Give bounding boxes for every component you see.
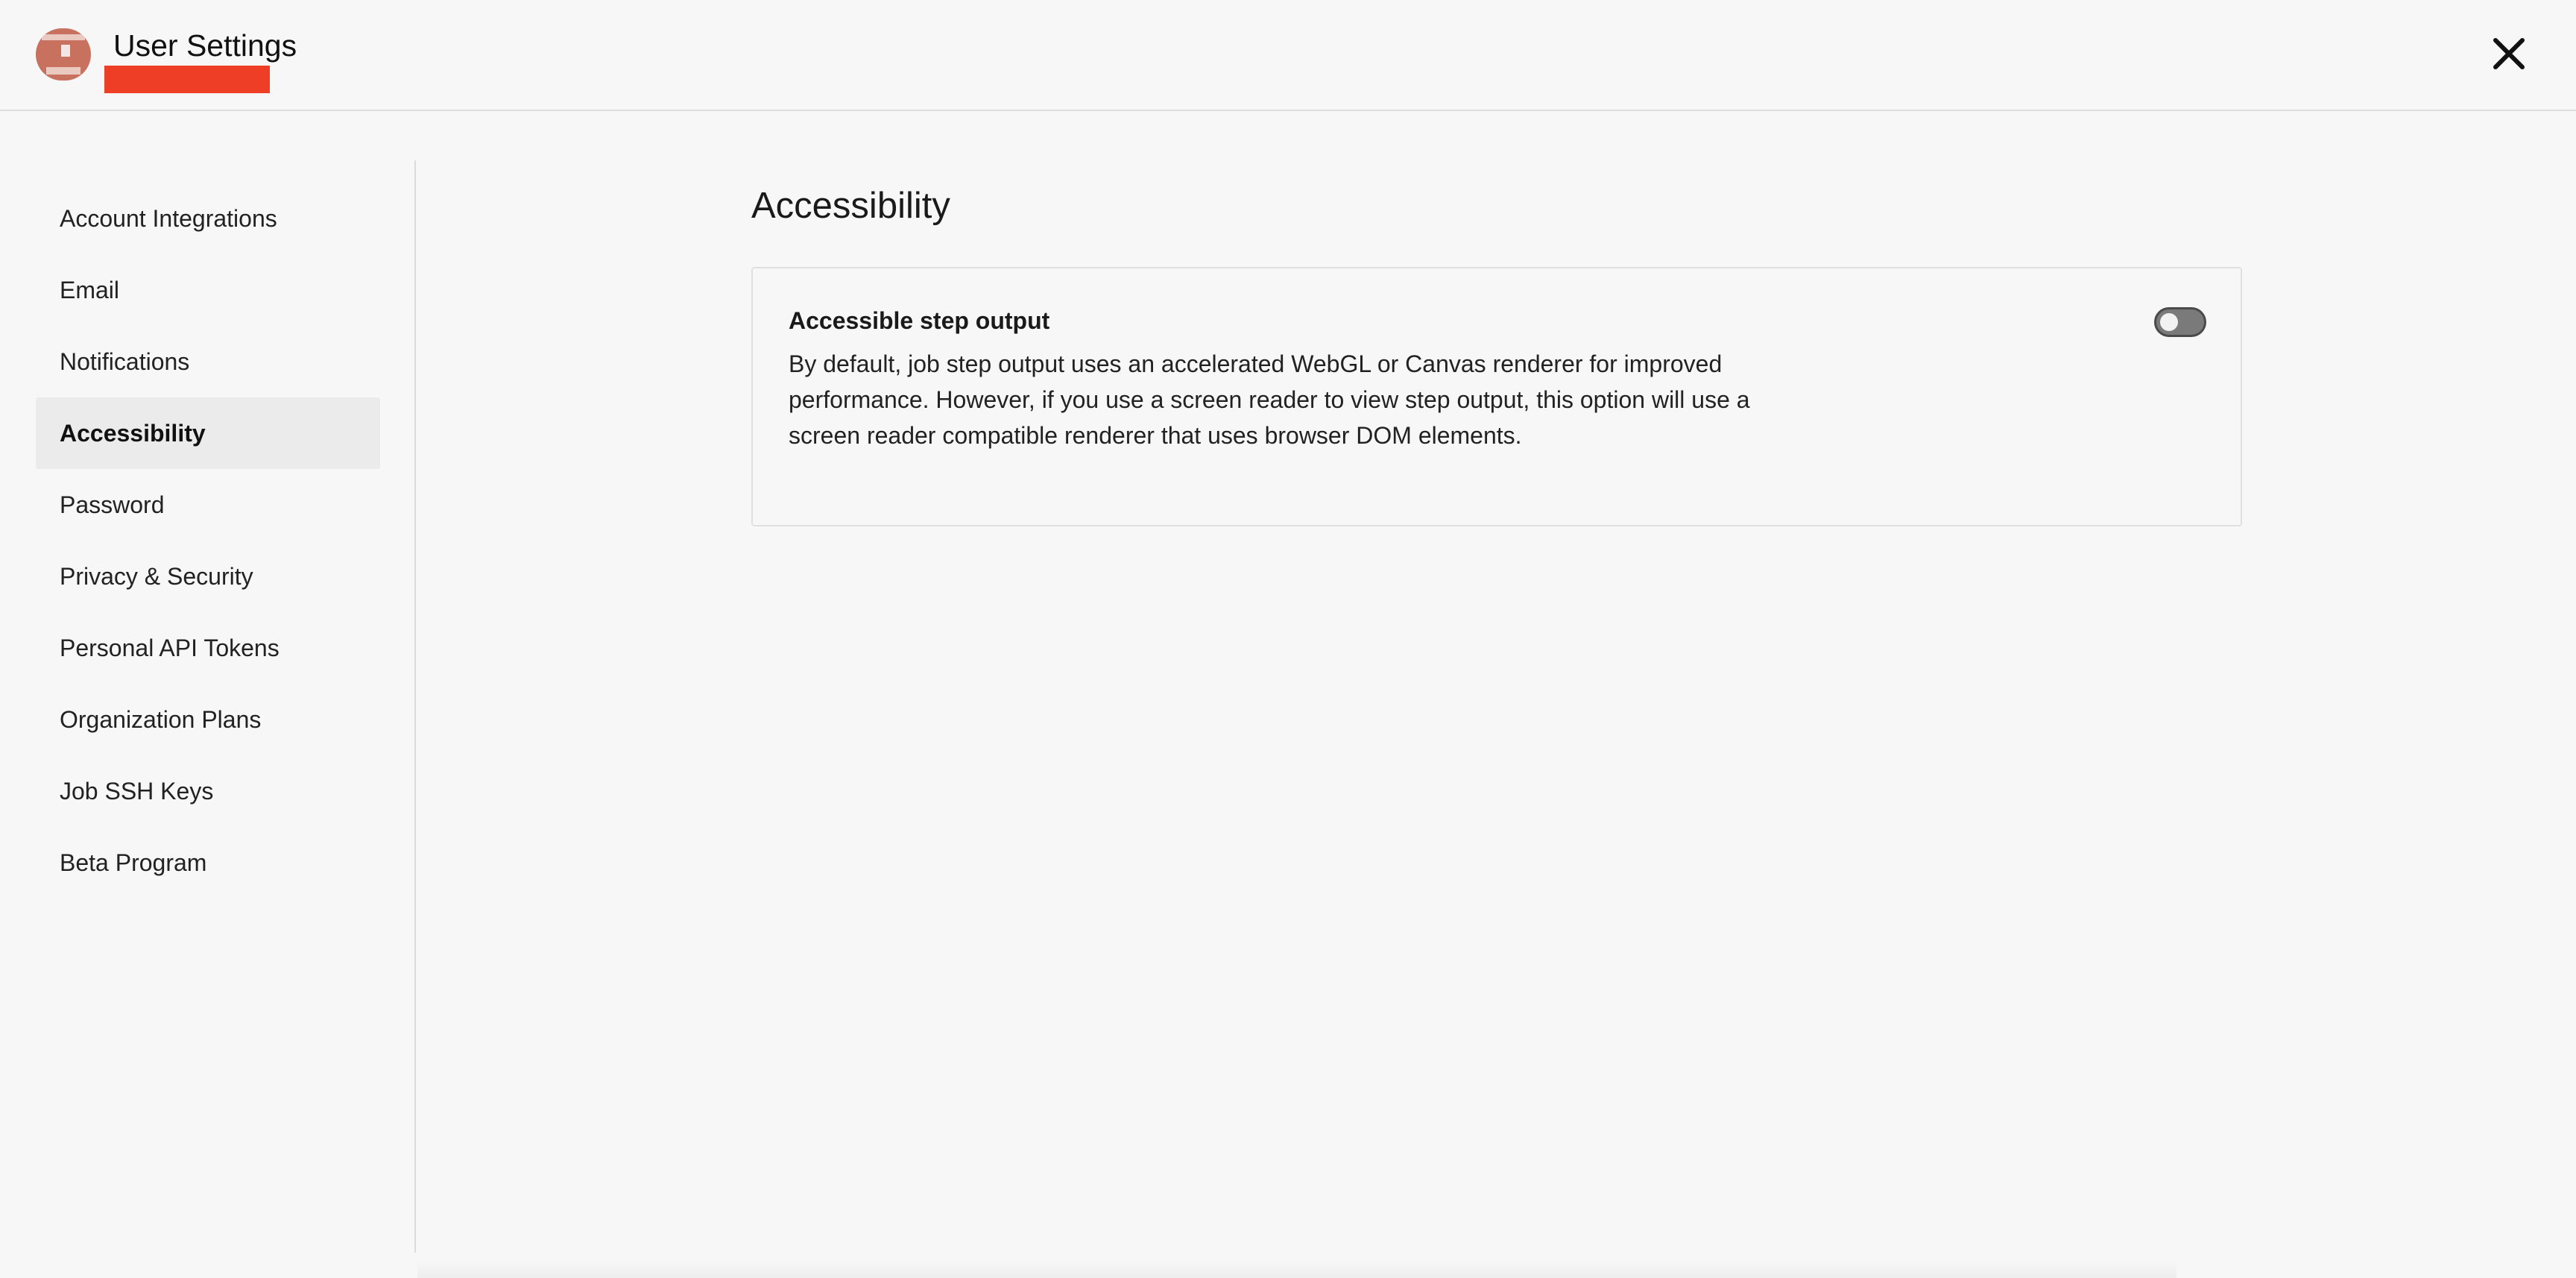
section-title: Accessibility	[751, 186, 950, 226]
setting-card	[751, 267, 2242, 526]
modal-header	[0, 0, 2576, 111]
accessible-output-toggle[interactable]	[2154, 307, 2206, 337]
sidebar-item-email[interactable]: Email	[60, 277, 120, 303]
redacted-username	[104, 66, 270, 93]
sidebar-item-personal-api-tokens[interactable]: Personal API Tokens	[60, 635, 280, 661]
sidebar-item-privacy-security[interactable]: Privacy & Security	[60, 563, 253, 590]
sidebar-item-accessibility[interactable]: Accessibility	[36, 397, 380, 469]
close-icon	[2487, 31, 2531, 76]
org-avatar	[36, 28, 91, 81]
setting-label: Accessible step output	[789, 307, 1050, 334]
sidebar-item-organization-plans[interactable]: Organization Plans	[60, 706, 262, 733]
page-title: User Settings	[113, 28, 297, 63]
setting-description: By default, job step output uses an accelerated WebGL or Canvas renderer for improved performance. However, if you use a screen reader to view step output, this option will use a screen reader compatible renderer that uses browser DOM elements.	[789, 350, 1750, 449]
settings-sidebar	[0, 160, 416, 1253]
sidebar-item-password[interactable]: Password	[60, 491, 165, 518]
sidebar-item-beta-program[interactable]: Beta Program	[60, 849, 207, 876]
close-button[interactable]	[2487, 31, 2531, 76]
sidebar-item-account-integrations[interactable]: Account Integrations	[60, 205, 277, 232]
toggle-knob	[2160, 313, 2178, 331]
sidebar-item-notifications[interactable]: Notifications	[60, 348, 190, 375]
footer-shadow	[417, 1260, 2176, 1278]
sidebar-item-job-ssh-keys[interactable]: Job SSH Keys	[60, 778, 214, 805]
